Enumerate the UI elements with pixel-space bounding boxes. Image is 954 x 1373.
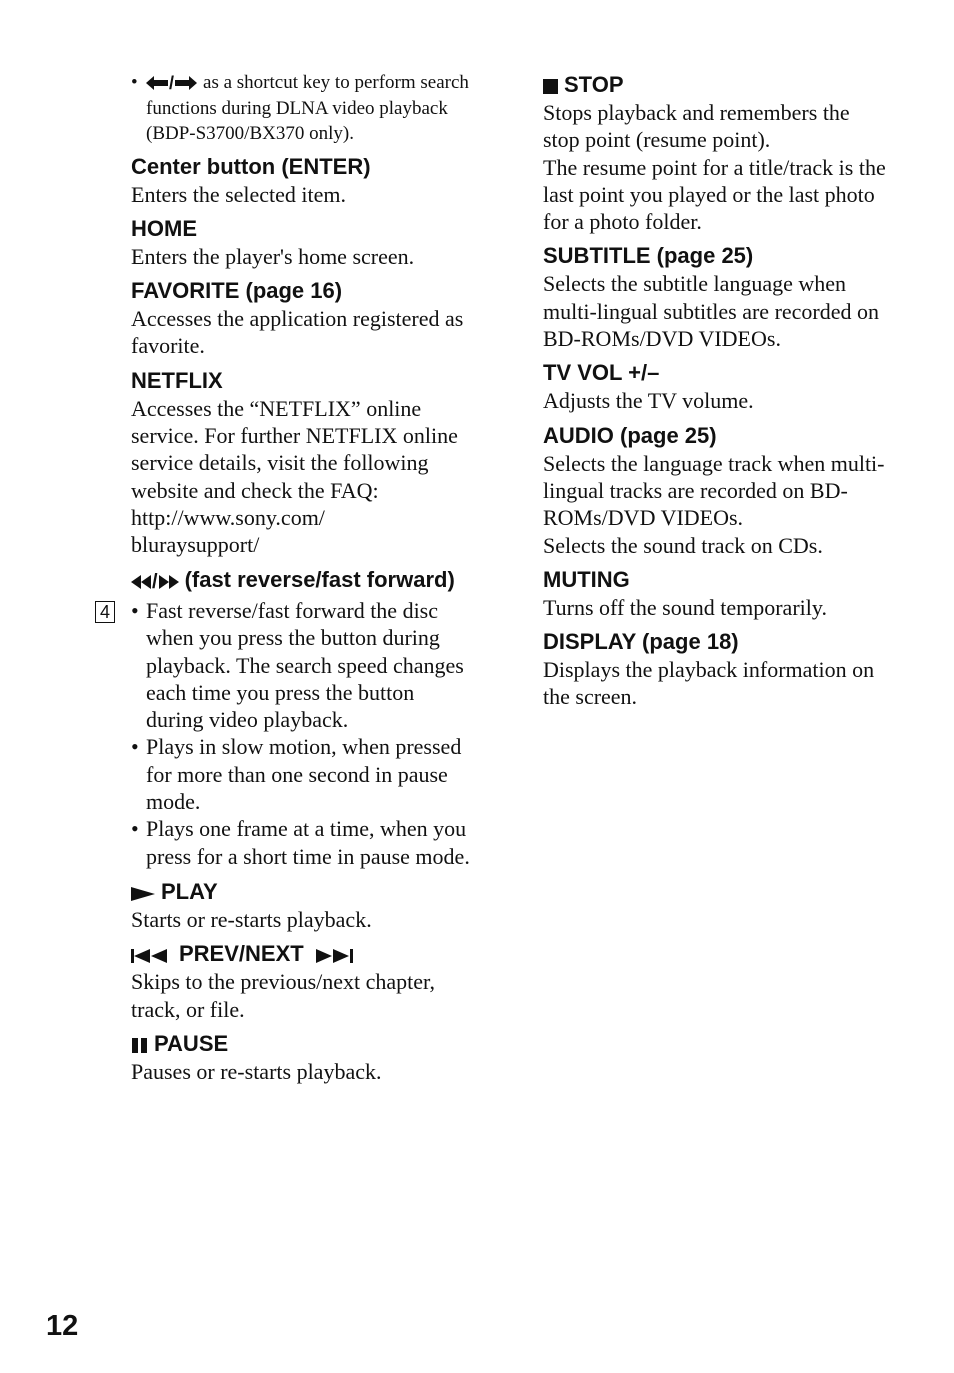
muting-heading: MUTING xyxy=(543,566,630,592)
favorite-heading: FAVORITE (page 16) xyxy=(131,278,343,304)
tv-vol-desc: Adjusts the TV volume. xyxy=(543,388,754,414)
fast-reverse-forward-icon: / xyxy=(131,568,179,597)
play-heading-text: PLAY xyxy=(161,878,218,904)
muting-desc: Turns off the sound temporarily. xyxy=(543,594,827,620)
stop-icon xyxy=(543,79,558,94)
stop-heading xyxy=(543,70,888,99)
next-icon xyxy=(316,949,354,963)
prev-next-heading xyxy=(131,939,471,968)
stop-desc-2: The resume point for a title/track is the last point you played or the last photo for a photo folder. xyxy=(543,154,886,235)
home-heading: HOME xyxy=(131,215,197,241)
stop-desc-1: Stops playback and remembers the stop point (resume point). xyxy=(543,100,850,153)
page-number: 12 xyxy=(46,1310,79,1342)
stop-heading-text: STOP xyxy=(564,72,624,97)
play-desc: Starts or re-starts playback. xyxy=(131,906,372,932)
section-number-marker: 4 xyxy=(95,601,115,623)
shortcut-bullet xyxy=(131,70,471,146)
play-icon xyxy=(131,887,155,901)
fast-forward-icon xyxy=(159,575,179,589)
home-desc: Enters the player's home screen. xyxy=(131,243,415,269)
center-button-heading: Center button (ENTER) xyxy=(131,153,371,179)
display-desc: Displays the playback information on the screen. xyxy=(543,657,875,710)
prev-next-desc: Skips to the previous/next chapter, track, or file. xyxy=(131,969,436,1022)
right-column xyxy=(543,70,888,711)
left-column xyxy=(131,70,471,1085)
fast-bullet-2: • Plays in slow motion, when pressed for more than one second in pause mode. xyxy=(131,733,471,815)
subtitle-heading: SUBTITLE (page 25) xyxy=(543,243,754,269)
pause-heading-text: PAUSE xyxy=(154,1030,229,1056)
netflix-url-line2: bluraysupport/ xyxy=(131,532,260,558)
netflix-heading: NETFLIX xyxy=(131,367,223,393)
arrow-left-right-icon: • / xyxy=(146,71,197,96)
pause-desc: Pauses or re-starts playback. xyxy=(131,1058,382,1084)
netflix-desc: Accesses the “NETFLIX” online service. For further NETFLIX online service details, visit the following website and check the FAQ: xyxy=(131,395,458,503)
subtitle-desc: Selects the subtitle language when multi-lingual subtitles are recorded on BD-ROMs/DVD VIDEOs. xyxy=(543,271,880,352)
display-heading: DISPLAY (page 18) xyxy=(543,629,739,655)
pause-heading xyxy=(131,1029,471,1058)
pause-icon xyxy=(131,1038,149,1053)
netflix-url-line1: http://www.sony.com/ xyxy=(131,504,325,530)
fast-reverse-icon xyxy=(131,575,151,589)
fast-bullet-1: • Fast reverse/fast forward the disc when you press the button during playback. The search speed changes each time you press the button during video playback. xyxy=(131,597,471,733)
fast-reverse-forward-heading xyxy=(131,565,471,597)
fast-heading-text: (fast reverse/fast forward) xyxy=(184,567,455,593)
audio-desc-1: Selects the language track when multi-lingual tracks are recorded on BD-ROMs/DVD VIDEOs. xyxy=(543,450,885,531)
tv-vol-heading: TV VOL +/– xyxy=(543,360,660,386)
center-button-desc: Enters the selected item. xyxy=(131,181,347,207)
play-heading xyxy=(131,877,471,906)
audio-heading: AUDIO (page 25) xyxy=(543,422,717,448)
fast-bullet-3: • Plays one frame at a time, when you press for a short time in pause mode. xyxy=(131,815,471,870)
prev-next-heading-text: PREV/NEXT xyxy=(179,941,304,967)
arrow-right-icon xyxy=(175,76,197,90)
prev-icon xyxy=(131,949,173,963)
arrow-left-icon xyxy=(146,76,168,90)
shortcut-text: as a shortcut key to perform search functions during DLNA video playback (BDP-S3700/BX370 only). xyxy=(146,72,469,144)
favorite-desc: Accesses the application registered as favorite. xyxy=(131,306,464,359)
audio-desc-2: Selects the sound track on CDs. xyxy=(543,532,823,558)
